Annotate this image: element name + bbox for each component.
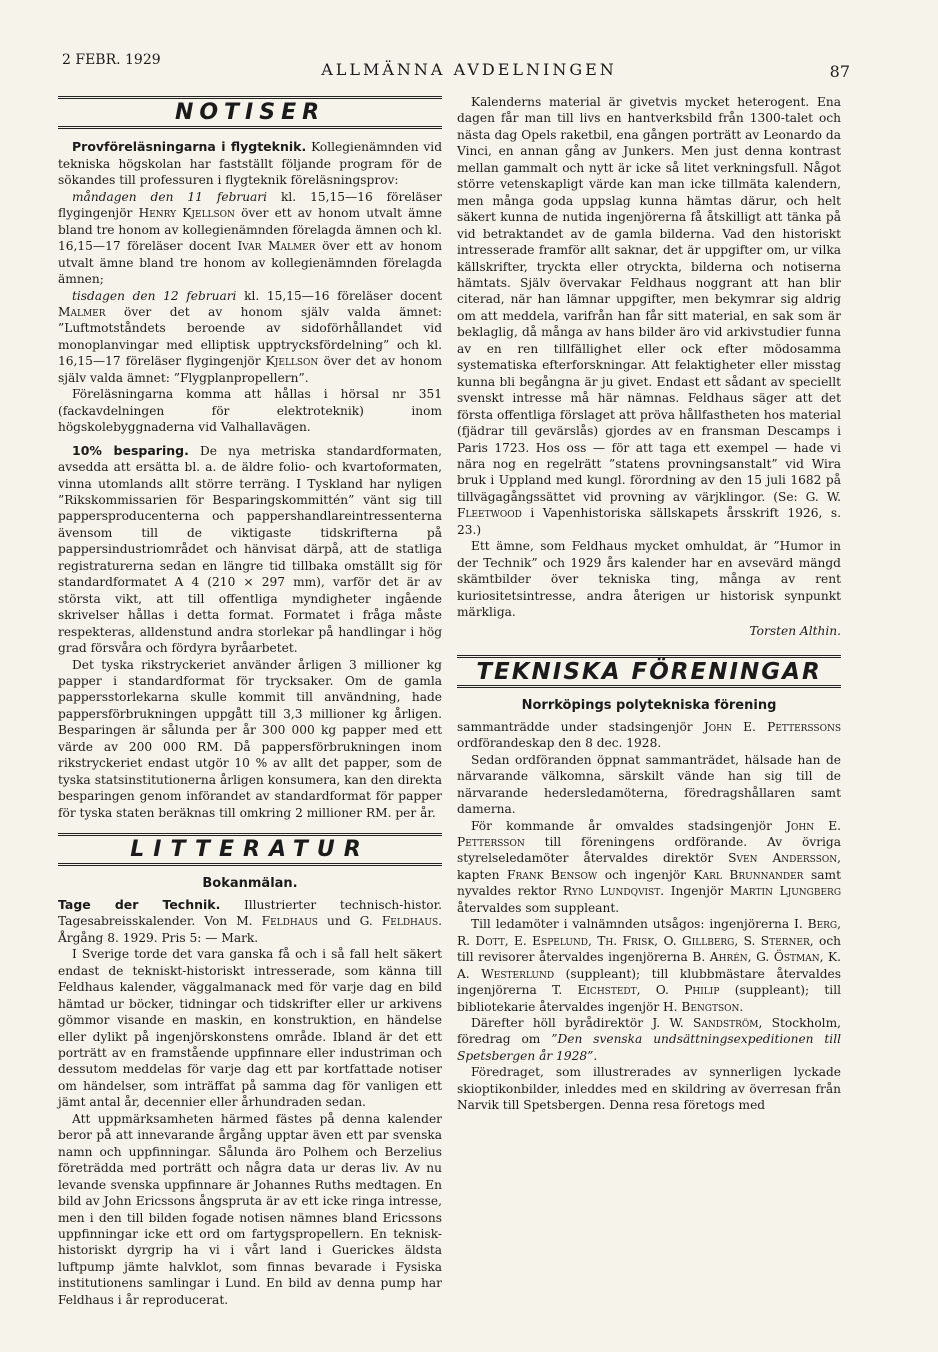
article-flygteknik: Provföreläsningarna i flygteknik. Kollegienämnden vid tekniska högskolan har fastställt följande program för de sökandes till professuren i flygteknik föreläsningsprov: xyxy=(58,139,443,188)
article-besparing: 10% besparing. De nya metriska standardformaten, avsedda att ersätta bl. a. de äldre folio- och kvartoformaten, vinna utomlands allt större terräng. I Tyskland har nyligen ”Rikskommissarien för Besparingskommittén” vänt sig till pappersproducenterna och pappershandlareintressenterna ävensom till de viktigaste tidskrifterna på pappersindustriområdet och hänvisat därpå, att de statliga registraturerna sedan en längre tid tillbaka omställt sig för standardformatet A 4 (210 × 297 mm), varför det är av största vikt, att till offentliga myndigheter ingående skrivelser hållas i detta format. Formatet i fråga måste respekteras, alldenstund andra storlekar på handlingar i hög grad försvåra och fördyra byråarbetet. xyxy=(58,442,443,656)
right-column xyxy=(457,94,841,1114)
paragraph: I Sverige torde det vara ganska få och i så fall helt säkert endast de tekniskt-historiskt intresserade, som känna till Feldhaus kalender, väggalmanack med för varje dag en bild hämtad ur böcker, tidningar och tidskrifter eller ur arkivens gömmor visande en maskin, en konstruktion, en händelse eller dylikt på ingenjörskonstens område. Ibland är det ett porträtt av en framstående uppfinnare eller industriman och dessutom meddelas för varje dag ett par kortfattade notiser om händelser, som inträffat på samma dag för vanligen ett jämt antal år, decennier eller århundraden sedan. xyxy=(58,947,442,1110)
paragraph: Till ledamöter i valnämnden utsågos: ingenjörerna I. Berg, R. Dott, E. Espelund, Th. Frisk, O. Gillberg, S. Sterner, och till revisorer återvaldes ingenjörerna B. Ahrén, G. Östman, K. A. Westerlund (suppleant); till klubbmästare återvaldes ingenjörerna T. Eichstedt, O. Philip (suppleant); till bibliotekarie återvaldes ingenjör H. Bengtson. xyxy=(457,917,842,1014)
paragraph: Föreläsningarna komma att hållas i hörsal nr 351 (fackavdelningen för elektroteknik) inom högskolebyggnaderna vid Valhallavägen. xyxy=(58,387,442,435)
paragraph: sammanträdde under stadsingenjör John E. Petterssons ordförandeskap den 8 dec. 1928. xyxy=(457,719,842,751)
paragraph: Ett ämne, som Feldhaus mycket omhuldat, är ”Humor in der Technik” och 1929 års kalender har en avsevärd mängd skämtbilder över tekniska ting, många av rent kuriositetsintresse, andra återigen ur historisk synpunkt märkliga. xyxy=(457,539,841,620)
forening-heading: Norrköpings polytekniska förening xyxy=(521,698,777,714)
bokanmalan-heading: Bokanmälan. xyxy=(202,876,298,892)
litteratur-banner: LITTERATUR xyxy=(58,833,442,866)
paragraph: Föredraget, som illustrerades av synnerligen lyckade skioptikonbilder, inleddes med en skildring av överresan från Narvik till Spetsbergen. Denna resa företogs med xyxy=(457,1065,841,1113)
paragraph: Sedan ordföranden öppnat sammanträdet, hälsade han de närvarande välkomna, särskilt vände han sig till de närvarande hedersledamöterna, föredragshållaren samt damerna. xyxy=(457,752,841,817)
tekniska-banner: TEKNISKA FÖRENINGAR xyxy=(457,655,841,688)
paragraph: Kalenderns material är givetvis mycket heterogent. Ena dagen får man till livs en hantverksbild från 1300-talet och nästa dag Opels raketbil, ena gången porträtt av Leonardo da Vinci, en annan gång av Junkers. Men just denna kontrast mellan gammalt och nytt är icke så litet verkningsfull. Något större vetenskapligt värde kan man icke tillmäta kalendern, men många goda uppslag kunna hämtas därur, och helt säkert kunna de nutida ingenjörerna få åtskilligt att tänka på vid betraktandet av de gamla bilderna. Vad den historiskt intresserade framför allt saknar, det är uppgifter om, ur vilka källskrifter, tryckta eller otryckta, bilderna och notiserna hämtats. Själv övervakar Feldhaus noggrant att han blir citerad, när han lämnar uppgifter, men bekymrar sig aldrig om att meddela, varifrån han får sitt material, en sak som är beklaglig, då många av hans bilder äro vid arkivstudier funna av en ren tillfällighet eller ock efter mödosamma systematiska efterforskningar. Att felaktigheter eller misstag kunna bli begångna är ju givet. Endast ett sådant av speciellt svenskt intresse må här nämnas. Feldhaus säger att det första offentliga förslaget att pröva hållfastheten hos material (fjädrar till gevärslås) gjordes av en fransman Descamps i Paris 1723. Hos oss — för att taga ett exempel — hade vi nära nog en regelrätt ”statens provningsanstalt” vid Wira bruk i Uppland med kungl. förordning av den 15 juli 1682 på tillvägagångssättet vid provning av värjklingor. (Se: G. W. Fleetwood i Vapenhistoriska sällskapets årsskrift 1926, s. 23.) xyxy=(457,95,841,537)
article-heading: 10% besparing. xyxy=(72,442,189,458)
left-column xyxy=(58,92,442,1308)
paragraph: Det tyska rikstryckeriet använder årligen 3 millioner kg papper i standardformat för trycksaker. Om de gamla pappersstorlekarna skulle kommit till användning, hade pappersförbrukningen uppgått till 3,3 millioner kg årligen. Besparingen är sålunda per år 300 000 kg papper med ett värde av 200 000 RM. Då pappersförbrukningen inom rikstryckeriet endast utgör 10 % av allt det papper, som de tyska statsinstitutionerna årligen konsumera, kan den direkta besparingen genom införandet av standardformat för papper för tyska staten beräknas till omkring 2 millioner RM. per år. xyxy=(58,657,442,820)
page-number: 87 xyxy=(829,62,850,81)
section-title: ALLMÄNNA AVDELNINGEN xyxy=(321,60,617,79)
signature: Torsten Althin. xyxy=(749,623,841,638)
paragraph: måndagen den 11 februari kl. 15,15—16 föreläser flygingenjör Henry Kjellson över ett av honom utvalt ämne bland tre honom av kollegienämnden förelagda ämnen och kl. 16,15—17 föreläser docent Ivar Malmer över ett av honom utvalt ämne bland tre honom av kollegienämnden förelagda ämnen; xyxy=(58,189,443,287)
book-reference: Tage der Technik. Illustrierter technisch-histor. Tagesabreisskalender. Von M. Feldhaus und G. Feldhaus. Årgång 8. 1929. Pris 5: — Mark. xyxy=(58,896,443,945)
issue-date: 2 FEBR. 1929 xyxy=(62,52,161,68)
paragraph: Därefter höll byrådirektör J. W. Sandström, Stockholm, föredrag om ”Den svenska undsättningsexpeditionen till Spetsbergen år 1928”. xyxy=(457,1016,841,1063)
paragraph: För kommande år omvaldes stadsingenjör John E. Pettersson till föreningens ordförande. Av övriga styrelseledamöter återvaldes direktör Sven Andersson, kapten Frank Bensow och ingenjör Karl Brunnander samt nyvaldes rektor Ryno Lundqvist. Ingenjör Martin Ljungberg återvaldes som suppleant. xyxy=(457,818,842,915)
paragraph: tisdagen den 12 februari kl. 15,15—16 föreläser docent Malmer över det av honom själv valda ämnet: ”Luftmotståndets beroende av sidoförhållandet vid monoplanvingar med elliptisk upptrycksfördelning” och kl. 16,15—17 föreläser flygingenjör Kjellson över det av honom själv valda ämnet: ”Flygplanpropellern”. xyxy=(58,288,443,385)
notiser-banner: NOTISER xyxy=(58,96,442,129)
paragraph: Att uppmärksamheten härmed fästes på denna kalender beror på att innevarande årgång upptar även ett par svenska namn och uppfinningar. Sålunda äro Polhem och Berzelius företrädda med porträtt och några data ur deras liv. Av nu levande svenska uppfinnare är Johannes Ruths medtagen. En bild av John Ericssons ångspruta är av ett icke ringa intresse, men i den till bilden fogade notisen nämnes bland Ericssons uppfinningar icke ett ord om fartygspropellern. En teknisk-historiskt dyrgrip ha vi i vårt land i Guerickes äldsta luftpump jämte halvklot, som finnas bevarade i Fysiska institutionens samlingar i Lund. En bild av denna pump har Feldhaus i år reproducerat. xyxy=(58,1111,442,1307)
article-heading: Provföreläsningarna i flygteknik. xyxy=(72,139,307,155)
